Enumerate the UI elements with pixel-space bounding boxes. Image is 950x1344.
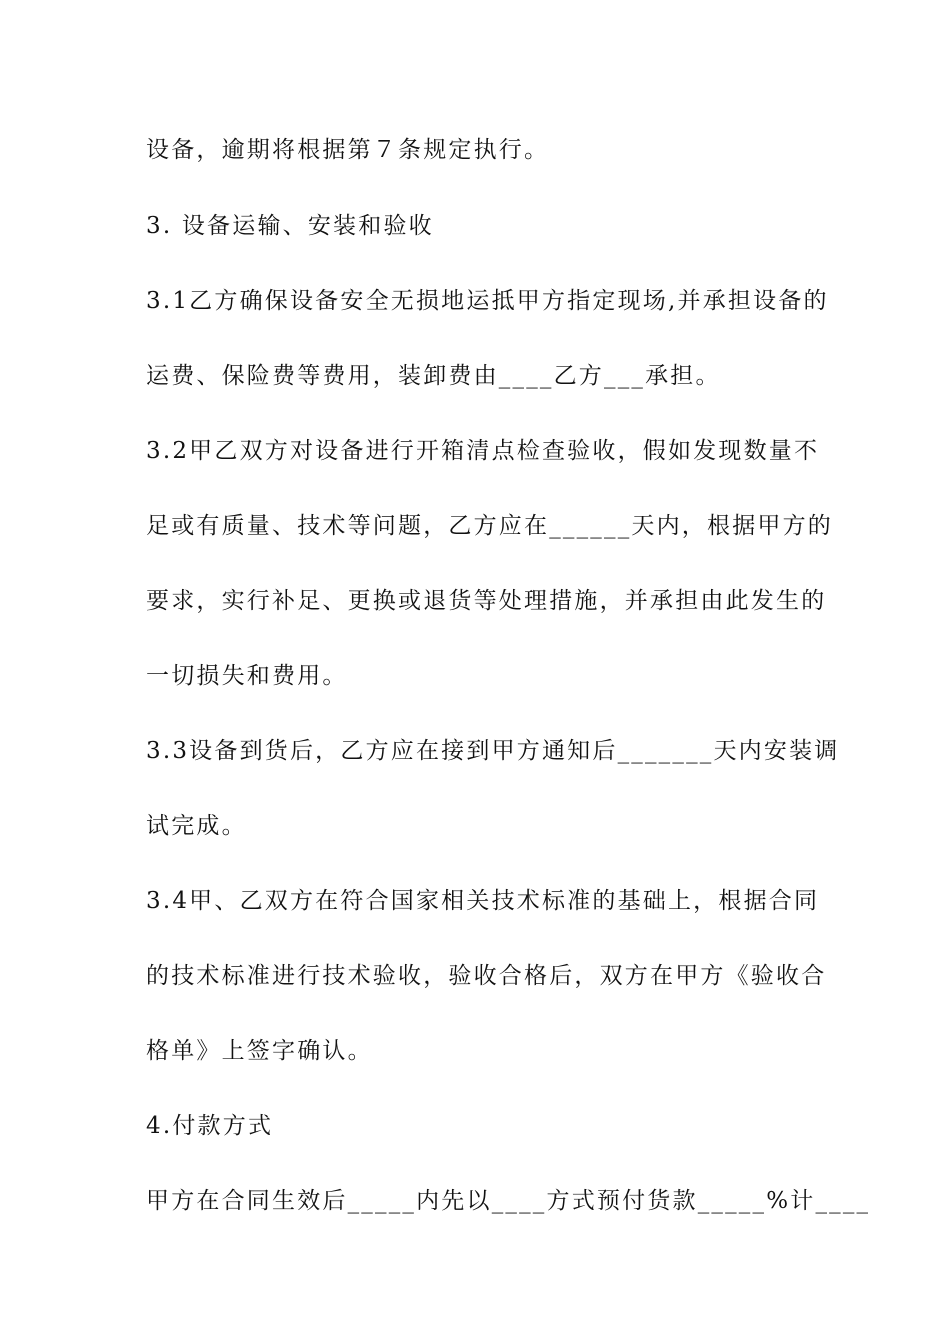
text-line: 足或有质量、技术等问题，乙方应在______天内，根据甲方的: [146, 513, 833, 539]
text-line: 格单》上签字确认。: [146, 1038, 373, 1064]
text-line: 甲方在合同生效后_____内先以____方式预付货款_____%计____: [146, 1188, 871, 1214]
text-line: 运费、保险费等费用，装卸费由____乙方___承担。: [146, 363, 721, 389]
text-line: 3.3设备到货后，乙方应在接到甲方通知后_______天内安装调: [146, 738, 840, 764]
text-line: 要求，实行补足、更换或退货等处理措施，并承担由此发生的: [146, 588, 827, 614]
section-heading: 4.付款方式: [146, 1113, 274, 1139]
text-line: 3.2甲乙双方对设备进行开箱清点检查验收，假如发现数量不: [146, 438, 820, 464]
text-line: 的技术标准进行技术验收，验收合格后，双方在甲方《验收合: [146, 963, 827, 989]
text-line: 设备，逾期将根据第７条规定执行。: [146, 137, 550, 163]
text-line: 试完成。: [146, 813, 247, 839]
text-line: 3.4甲、乙双方在符合国家相关技术标准的基础上，根据合同: [146, 888, 820, 914]
text-line: 一切损失和费用。: [146, 663, 348, 689]
section-heading: 3. 设备运输、安装和验收: [146, 213, 434, 239]
text-line: 3.1乙方确保设备安全无损地运抵甲方指定现场,并承担设备的: [146, 288, 829, 314]
